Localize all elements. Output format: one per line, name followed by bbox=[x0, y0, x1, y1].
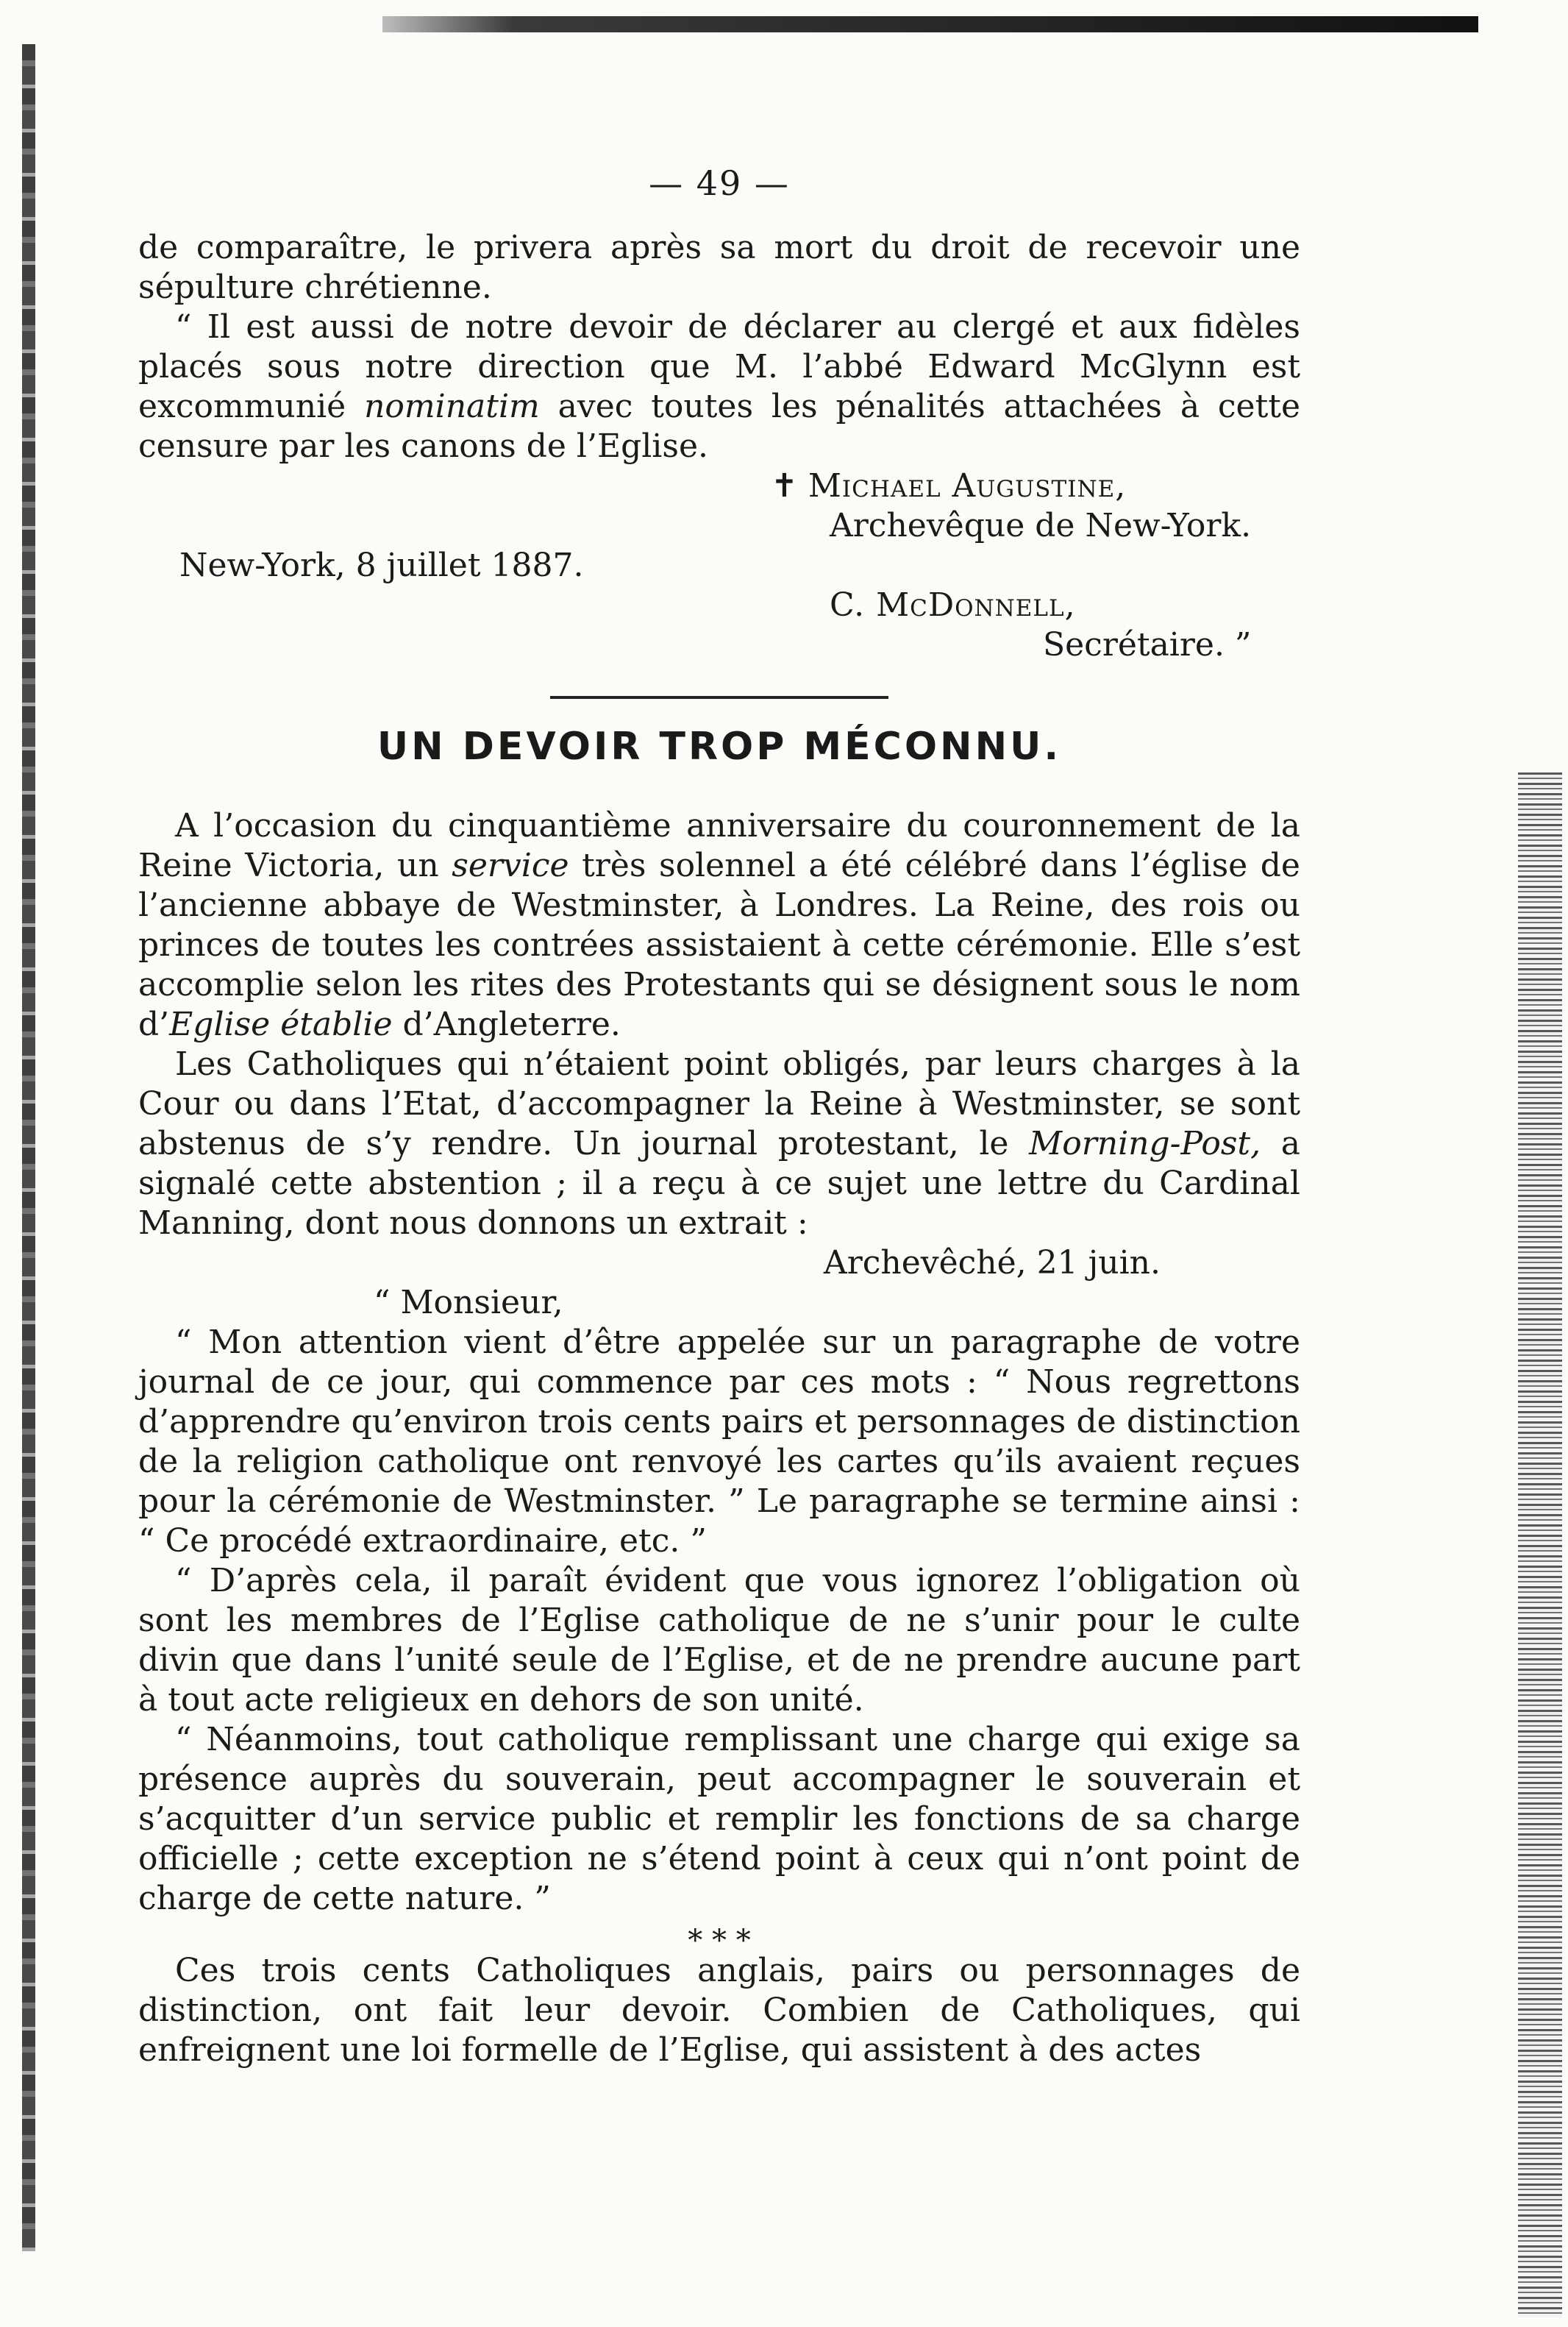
page-number: — 49 — bbox=[649, 163, 790, 203]
paragraph-closing: Ces trois cents Catholiques anglais, pairs ou personnages de distinction, ont fait leur devoir. Combien de Catholiques, qui enfreignent une loi formelle de l’Eglise, qui assistent à des actes bbox=[138, 1952, 1300, 2069]
jubilee-italic-eglise: Eglise établie bbox=[169, 1006, 393, 1043]
paragraph-jubilee bbox=[138, 806, 1300, 1045]
scan-right-edge bbox=[1518, 772, 1562, 2317]
paragraph-excommunication bbox=[138, 308, 1300, 466]
signature-archbishop bbox=[138, 466, 1300, 506]
jubilee-text-c: d’Angleterre. bbox=[402, 1006, 621, 1043]
letter-paragraph-2: “ D’après cela, il paraît évident que vous ignorez l’obligation où sont les membres de l’Eglise catholique de ne s’unir pour le culte divin que dans l’unité seule de l’Eglise, et de ne prendre aucune part à tout acte religieux en dehors de son unité. bbox=[138, 1562, 1300, 1719]
jubilee-text-b: très solennel a été célébré dans l’église de l’ancienne abbaye de Westminster, à Londres. La Reine, des rois ou princes de toutes les contrées assistaient à cette cérémonie. Elle s’est accomplie selon les rites des Protestants qui se désignent sous le nom d’ bbox=[138, 847, 1300, 1043]
section-divider bbox=[550, 696, 888, 699]
letter-paragraph-1: “ Mon attention vient d’être appelée sur un paragraphe de votre journal de ce jour, qui commence par ces mots : “ Nous regrettons d’apprendre qu’environ trois cents pairs et personnages de distinction de la religion catholique ont renvoyé les cartes qu’ils avaient reçues pour la cérémonie de Westminster. ” Le paragraphe se termine ainsi : “ Ce procédé extraordinaire, etc. ” bbox=[138, 1324, 1300, 1560]
scan-left-edge bbox=[22, 44, 35, 2251]
secretary-name: C. McDonnell, bbox=[830, 586, 1076, 624]
excommunication-text-a: “ Il est aussi de notre devoir de déclarer au clergé et aux fidèles placés sous notre direction que M. l’abbé Edward McGlynn est excommunié bbox=[138, 308, 1300, 425]
letter-salutation: “ Monsieur, bbox=[374, 1284, 563, 1321]
excommunication-italic: nominatim bbox=[364, 388, 540, 425]
signature-place-date: New-York, 8 juillet 1887. bbox=[179, 547, 584, 584]
catholics-text-b: a signalé cette abstention ; il a reçu à ce sujet une lettre du Cardinal Manning, dont nous donnons un extrait : bbox=[138, 1125, 1300, 1242]
signature-title: Archevêque de New-York. bbox=[830, 507, 1252, 544]
scan-top-rule bbox=[382, 16, 1478, 32]
paragraph-catholics bbox=[138, 1045, 1300, 1243]
catholics-italic-post: Morning-Post, bbox=[1029, 1125, 1261, 1162]
jubilee-text-a: A l’occasion du cinquantième anniversaire du couronnement de la Reine Victoria, un bbox=[138, 807, 1300, 884]
catholics-text-a: Les Catholiques qui n’étaient point obligés, par leurs charges à la Cour ou dans l’Etat, d’accompagner la Reine à Westminster, se sont abstenus de s’y rendre. Un journal protestant, le bbox=[138, 1045, 1300, 1162]
secretary-title: Secrétaire. ” bbox=[1043, 626, 1252, 664]
letter-paragraph-3: “ Néanmoins, tout catholique remplissant une charge qui exige sa présence auprès du souverain, peut accompagner le souverain et s’acquitter d’un service public et remplir les fonctions de sa charge officielle ; cette exception ne s’étend point à ceux qui n’ont point de charge de cette nature. ” bbox=[138, 1721, 1300, 1917]
paragraph-opening: de comparaître, le privera après sa mort du droit de recevoir une sépulture chrétienne. bbox=[138, 229, 1300, 306]
section-heading: UN DEVOIR TROP MÉCONNU. bbox=[377, 725, 1062, 769]
jubilee-italic-service: service bbox=[452, 847, 569, 884]
signature-name: Michael Augustine, bbox=[808, 467, 1127, 505]
asterism: * * * bbox=[688, 1924, 751, 1958]
cross-icon: ✝ bbox=[771, 467, 798, 505]
page-content bbox=[138, 147, 1300, 2070]
letter-place-date: Archevêché, 21 juin. bbox=[823, 1244, 1161, 1282]
excommunication-text-b: avec toutes les pénalités attachées à cette censure par les canons de l’Eglise. bbox=[138, 388, 1300, 465]
